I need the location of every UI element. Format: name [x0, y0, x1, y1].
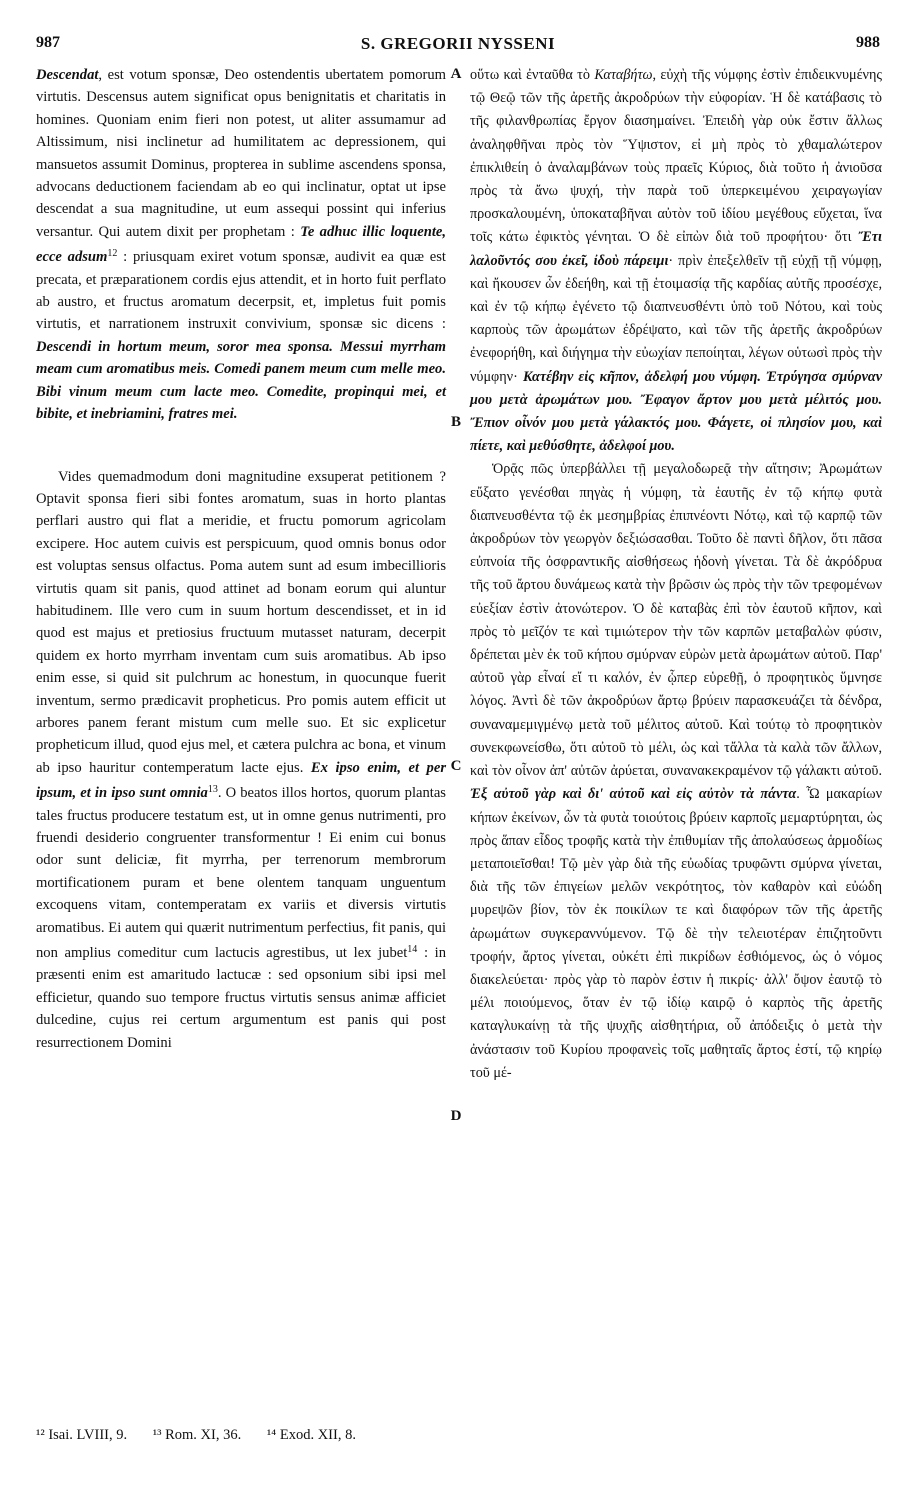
note-ref-12: 12: [107, 248, 118, 260]
note-ref-13: 13: [207, 784, 218, 796]
margin-letter-d: D: [450, 1108, 462, 1124]
greek-quotation: Κατέβην εἰς κῆπον, ἀδελφή μου νύμφη. Ἐτρύγησα σμύρναν μου μετὰ ἀρωμάτων μου. Ἔφαγον ἄρτον μου μετὰ μέλιτός μου. Ἔπιον οἶνόν μου μετὰ γάλακτός μου. Φάγετε, οἱ πλησίον μου, καὶ πίετε, καὶ μεθύσθητε, ἀδελφοί μου.: [470, 368, 883, 455]
page-header: [36, 34, 880, 60]
page-number-left: 987: [36, 34, 60, 51]
greek-text: οὕτω καὶ ἐνταῦθα τὸ: [470, 67, 590, 83]
latin-text: : priusquam exiret votum sponsæ, audivit ea quæ est precata, et præparationem cordis ejus attendit, et in horto fuit perflato ab austro, et fructus aromatum decerpsit, et, impletus fuit pomis virtutis, et narrationem instruxit convivium, sponsæ sic dicens :: [36, 249, 446, 333]
page-number-right: 988: [856, 34, 880, 51]
greek-text: Ὁρᾷς πῶς ὑπερβάλλει τῇ μεγαλοδωρεᾷ τὴν αἴτησιν; Ἀρωμάτων εὔξατο γενέσθαι πηγὰς ἡ νύμφη, τὰ ἑαυτῆς ἐν τῷ κήπῳ φυτὰ διαπνευσθέντα τῷ ἐκ μεσημβρίας ἐπιπνέοντι Νότῳ, καὶ τῷ καρπῷ τῶν ἀκροδρύων τὸν γεωργὸν δεξιώσασθαι. Τοῦτο δὲ παντὶ δῆλον, ὅτι πᾶσα εὐπνοία τῆς ὀσφραντικῆς αἰσθήσεως ἡδονὴ γίνεται. Τὰ δὲ ἀκρόδρυα τῆς τοῦ ἄρτου δυνάμεως κατὰ τὴν βρῶσιν ὡς πρὸς τὴν τῶν τρεφομένων εὐεξίαν ἐστὶν ἀτονώτερον. Ὁ δὲ καταβὰς ἐπὶ τὸν ἑαυτοῦ κῆπον, καὶ πρὸς τὸ μεῖζόν τε καὶ τιμιώτερον τὴν τῶν καρπῶν μεταβαλὼν φύσιν, δρέπεται μὲν ἐκ τοῦ κήπου σμύρναν εὑρὼν μετὰ ἀρωμάτων αὐτοῦ. Παρ' αὐτοῦ γὰρ εἶναί εἴ τι καλόν, ἐν ᾧπερ εὑρεθῇ, ὁ προφητικὸς ὕμνησε λόγος. Ἀντὶ δὲ τῶν ἀκροδρύων ἄρτῳ βρύειν παρασκευάζει τὰ δένδρα, συναναμεμιγμένῳ μετὰ τοῦ μέλιτος αὐτοῦ. Καὶ τούτῳ τὸ προφητικὸν συνεκφωνείσθω, ὅτι αὐτοῦ τὸ μέλι, ὡς καὶ τἄλλα τὰ καλὰ τῶν ἄλλων, καὶ τὸν οἶνον ἀπ' αὐτῶν ἀρύεται, συνανακεκραμένον τῷ γάλακτι αὐτοῦ.: [470, 461, 882, 780]
latin-quotation: Ex ipso enim, et per ipsum, et in ipso sunt omnia: [36, 759, 447, 802]
latin-text: . O beatos illos hortos, quorum plantas tales fructus producere testatum est, ut in omne genus nutrimenti, pro fruendi desiderio congruenter transformentur ! Ei enim cui bonus odor sunt deliciæ, fit myrrha, per terrenorum membrorum mortificationem puram et bene olentem tanquam unguentum excoquens vitam, contemperatam ex variis et diversis virtutis aromatibus. Ei autem qui quærit nutrimentum perfectius, fit panis, qui non amplius comeditur cum lactucis agrestibus, ut lex jubet: [36, 785, 446, 962]
margin-letter-a: A: [450, 66, 462, 82]
margin-letter-b: B: [450, 414, 461, 430]
greek-text: , εὐχὴ τῆς νύμφης ἐστὶν ἐπιδεικνυμένης τῷ Θεῷ τῶν τῆς ἀρετῆς ἀκροδρύων τὴν εὐφορίαν. Ἡ δὲ κατάβασις τὸ τῆς φιλανθρωπίας ἔργον διασημαίνει. Ἐπειδὴ γὰρ οὐκ ἔστιν ἄλλως ἀναληφθῆναι πρὸς τὸν Ὕψιστον, εἰ μὴ πρὸς τὸ χθαμαλώτερον ἐπικλιθείη ὁ ἀναλαμβάνων τοὺς πραεῖς Κύριος, διὰ τοῦτο ἡ ἀνιοῦσα πρὸς τὰ ἄνω ψυχή, τὴν παρὰ τοῦ ὑπερκειμένου χειραγωγίαν προσκαλουμένη, ὑποκαταβῆναι αὐτὸν τοῦ ἰδίου μεγέθους εὔχεται, ἵνα τοῖς κάτω ἐφικτὸς γένηται. Ὁ δὲ εἰπὼν διὰ τοῦ προφήτου· ὅτι: [470, 67, 882, 246]
latin-lemma: Descendat: [36, 67, 99, 83]
greek-lemma: Καταβήτω: [594, 67, 653, 83]
greek-quotation: Ἐξ αὐτοῦ γὰρ καὶ δι' αὐτοῦ καὶ εἰς αὐτὸν τὰ πάντα: [470, 786, 797, 803]
footnotes: [36, 1427, 636, 1444]
greek-text: . Ὦ μακαρίων κήπων ἐκείνων, ὧν τὰ φυτὰ τοιούτοις βρύειν καρποῖς μεμαρτύρηται, ὡς πρὸς ἅπαν εἶδος τροφῆς κατὰ τὴν ἐπιθυμίαν τῆς ἀπολαύσεως ἁρμοδίως μεταποιεῖσθαι! Τῷ μὲν γὰρ διὰ τῆς εὐωδίας τρυφῶντι σμύρνα γίνεται, διὰ τῆς τῶν ἐπιγείων μελῶν νεκρότητος, τὸν καθαρὸν καὶ εὐώδη μυρεψῶν βίον, τὸν ἐκ ποικίλων τε καὶ διαφόρων τῶν τῆς ἀρετῆς ἀρωμάτων συγκεραννύμενον. Τῷ δὲ τὴν τελειοτέραν ἐπιζητοῦντι τροφήν, ἄρτος γίνεται, οὐκέτι ἐπὶ πικρίδων ἐσθιόμενος, ὡς ὁ νόμος διακελεύεται· πρὸς γὰρ τὸ παρὸν ἐστιν ἡ πικρίς· ἀλλ' ὄψον ἑαυτῷ τὸ μέλι ποιούμενος, ὅταν ἐν τῷ ἰδίῳ καιρῷ ὁ καρπὸς τῆς ἀρετῆς καταγλυκαίνῃ τὰ τῆς ψυχῆς αἰσθητήρια, οὗ ἀπόδειξις ὁ μετὰ τὴν ἀνάστασιν τοῦ Κυρίου προφανεὶς τοῖς μαθηταῖς ἄρτος ἐστί, τῷ κηρίῳ τοῦ μέ-: [470, 786, 882, 1081]
greek-paragraph-1: [470, 64, 882, 458]
latin-text: : in præsenti enim est amaritudo lactucæ : sed opsonium sibi ipsi mel efficietur, quando suo tempore fructus virtutis sensus animæ afficiet dulcedine, cujus rei certum argumentum est panis qui post resurrectionem Domini: [36, 945, 447, 1051]
latin-paragraph-1: [36, 64, 446, 426]
latin-column: [36, 64, 446, 1054]
latin-quotation: Te adhuc illic loquente, ecce adsum: [36, 223, 446, 266]
note-ref-14: 14: [407, 944, 418, 956]
greek-column: [470, 64, 882, 1085]
footnote-12: ¹² Isai. LVIII, 9.: [36, 1427, 128, 1443]
footnote-13: ¹³ Rom. XI, 36.: [152, 1427, 242, 1443]
greek-paragraph-2: [470, 458, 882, 1084]
latin-quotation: Descendi in hortum meum, soror mea sponsa. Messui myrrham meam cum aromatibus meis. Comedi panem meum cum melle meo. Bibi vinum meum cum lacte meo. Comedite, propinqui mei, et bibite, et inebriamini, fratres mei.: [36, 338, 446, 423]
margin-letter-c: C: [450, 758, 462, 774]
latin-text: Vides quemadmodum doni magnitudine exsuperat petitionem ? Optavit sponsa fieri sibi fontes aromatum, suas in horto plantas perflari austro qui flat a meridie, et fructu pomorum agricolam excipere. Hoc autem cuivis est perspicuum, quod omnis bonus odor est voluptas sensus olfactus. Poma autem sunt ad esum imbecillioris virtutis quam sit panis, quod attinet ad bonam eorum qui aluntur habitudinem. Ille vero cum in suum hortum descendisset, et in id quod est majus et pretiosius fructuum mutasset naturam, decerpit quidem ex horto myrrham inventam cum suis aromatibus. Ab ipso enim esse, si quid sit pulchrum ac honestum, in quocunque fuerit inventum, sermo prædicavit propheticus. Pro pomis autem efficit ut arbores panem ferant mistum cum melle suo. Et sic explicetur propheticum illud, quod ejus mel, et cætera pulchra ac bona, et vinum ab ipso hauritur contemperatum lacte ejus.: [36, 468, 446, 776]
latin-text: , est votum sponsæ, Deo ostendentis ubertatem pomorum virtutis. Descensus autem significat opus benignitatis et charitatis in homines. Quoniam enim fieri non potest, ut aliter assumamur ad Altissimum, nisi inclinetur ad humilitatem ac depressionem, qui mansuetos assumit Dominus, propterea in sublime ascendens sponsa, advocans deductionem faciendam ab eo qui inclinatur, optat ut ipse descendat a sua magnitudine, ut eum assequi possint qui inferius versantur. Qui autem dixit per prophetam :: [36, 67, 446, 240]
latin-paragraph-2: [36, 466, 446, 1055]
greek-quotation: Ἔτι λαλοῦντός σου ἐκεῖ, ἰδοὺ πάρειμι: [470, 229, 882, 269]
running-title: S. GREGORII NYSSENI: [360, 34, 556, 53]
footnote-14: ¹⁴ Exod. XII, 8.: [266, 1427, 356, 1443]
greek-text: · πρὶν ἐπεξελθεῖν τῇ εὐχῇ τῇ νύμφῃ, καὶ ἤκουσεν ὧν ἐδεήθη, καὶ τῇ ἑτοιμασίᾳ τῆς καρδίας αὐτῆς προσέσχε, καὶ ἐν τῷ κήπῳ ἐγένετο τῷ διαπνευσθέντι ὑπὸ τοῦ Νότου, καὶ τοὺς καρποὺς τῶν ἀρωμάτων ἐδρέψατο, καὶ τῶν τῆς ἀρετῆς ἀκροδρύων ἐνεφορήθη, καὶ διήγημα τὴν εὐωχίαν πεποίηται, λέγων οὑτωσὶ πρὸς τὴν νύμφην·: [470, 252, 882, 385]
